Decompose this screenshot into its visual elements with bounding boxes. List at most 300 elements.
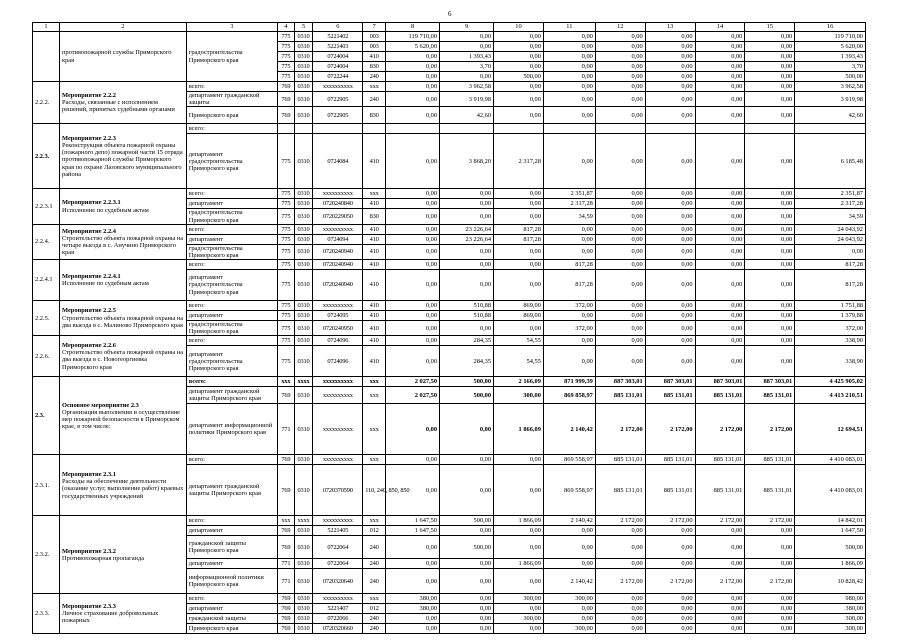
table-cell: 0,00 [543,614,595,624]
table-cell: 775 [278,311,295,321]
table-cell: 0,00 [645,42,695,52]
table-cell: 0,00 [695,614,745,624]
table-cell: 5 620,00 [386,42,440,52]
table-cell: 0310 [294,260,313,270]
table-cell: 23 226,64 [440,224,494,234]
table-cell: 2 172,00 [645,404,695,455]
table-cell: 0,00 [695,594,745,604]
table-cell: 885 131,01 [595,465,645,516]
table-cell: 0,00 [494,569,544,594]
table-cell: 0310 [294,72,313,82]
table-cell: 0310 [294,134,313,189]
table-cell: xxxxxxxxxx [313,224,363,234]
table-cell: 500,00 [440,387,494,404]
table-cell: 54,55 [494,336,544,346]
table-cell: xxx [363,404,386,455]
table-cell: 0,00 [645,244,695,259]
table-cell: 0,00 [745,526,795,536]
table-cell: 869 558,97 [543,455,595,465]
table-cell: 300,00 [494,387,544,404]
table-row [33,189,866,199]
table-cell: 410 [363,270,386,301]
item-number-cell: 2.2.2. [33,82,60,124]
table-cell: 0,00 [695,336,745,346]
table-cell: 2 172,00 [645,516,695,526]
table-cell: 240 [363,624,386,634]
table-cell: 0,00 [595,559,645,569]
table-cell: 0,00 [386,346,440,377]
table-cell: 34,59 [543,209,595,224]
table-cell: 0,00 [440,526,494,536]
table-cell: 0,00 [595,594,645,604]
table-cell: 0720240940 [313,270,363,301]
table-cell: xxx [363,387,386,404]
table-cell: 0,00 [695,62,745,72]
table-cell: 300,00 [494,594,544,604]
table-cell: 0,00 [745,614,795,624]
executor-cell: гражданской защиты [186,614,277,624]
executor-cell: Приморского края [186,107,277,124]
table-cell: 0,00 [386,404,440,455]
table-cell: 410 [363,134,386,189]
table-cell: 830 [363,62,386,72]
executor-cell: всего: [186,301,277,311]
table-cell: 0,00 [745,321,795,336]
column-header: 7 [363,23,386,32]
table-cell: 871 999,39 [543,377,595,387]
item-text: Исполнение по судебным актам [62,280,149,288]
table-cell: 775 [278,346,295,377]
table-cell: 0,00 [386,321,440,336]
table-cell: 0722905 [313,92,363,107]
column-header: 13 [645,23,695,32]
table-cell: 0,00 [543,234,595,244]
table-cell: xxxxxxxxxx [313,387,363,404]
table-cell: 0,00 [386,301,440,311]
table-cell: 0,00 [795,244,866,259]
executor-cell: градостроительства Приморского края [186,321,277,336]
column-header: 8 [386,23,440,32]
table-cell: 0,00 [745,92,795,107]
table-cell: 0,00 [440,604,494,614]
table-cell: 2 166,09 [494,377,544,387]
executor-cell: информационной политики Приморского края [186,569,277,594]
table-cell: 0,00 [645,604,695,614]
table-cell: 0,00 [595,92,645,107]
table-cell: 769 [278,624,295,634]
table-cell: 500,00 [795,72,866,82]
table-cell: 0,00 [695,321,745,336]
table-cell: 1 647,50 [795,526,866,536]
table-cell: 0,00 [386,82,440,92]
column-header: 5 [294,23,313,32]
executor-cell: всего: [186,336,277,346]
table-cell: 0,00 [494,82,544,92]
table-cell: 410 [363,234,386,244]
table-cell: 0,00 [386,336,440,346]
table-cell: 0724094 [313,234,363,244]
table-cell: 0,00 [494,62,544,72]
table-cell: 0,00 [595,614,645,624]
table-cell: 0,00 [695,32,745,42]
table-cell: 110, 240, 850, 850 [363,465,386,516]
table-cell: 0,00 [543,526,595,536]
table-cell: 1 393,43 [440,52,494,62]
table-cell: 0,00 [695,199,745,209]
table-cell: 0,00 [645,321,695,336]
table-cell: 0,00 [745,301,795,311]
table-cell: 0720240940 [313,260,363,270]
table-cell: 0,00 [440,209,494,224]
table-row [33,516,866,526]
table-cell: 0,00 [695,234,745,244]
table-cell: 338,90 [795,346,866,377]
table-cell: 0,00 [543,32,595,42]
table-cell: 869 558,97 [543,465,595,516]
table-cell: 14 842,01 [795,516,866,526]
executor-cell: департамент градостроительства Приморского края [186,270,277,301]
executor-cell: департамент информационной политики Приморского края [186,404,277,455]
column-header: 4 [278,23,295,32]
table-cell: 0,00 [745,189,795,199]
table-cell: 980,00 [795,594,866,604]
executor-cell: Приморского края [186,624,277,634]
table-cell: 0310 [294,321,313,336]
table-cell: 0,00 [543,52,595,62]
table-cell: 0,00 [695,346,745,377]
table-cell: 42,60 [440,107,494,124]
item-title: Мероприятие 2.2.3.1 [62,199,121,207]
table-cell: 869,00 [494,301,544,311]
table-cell [795,124,866,134]
table-cell: 0,00 [386,244,440,259]
table-cell: 0720320660 [313,624,363,634]
table-cell: 0,00 [645,189,695,199]
table-cell: 23 226,64 [440,234,494,244]
table-cell: 817,28 [795,270,866,301]
table-cell: 0,00 [645,346,695,377]
table-cell: 500,00 [795,536,866,559]
table-cell: 0310 [294,92,313,107]
table-cell: 0,00 [645,336,695,346]
table-cell: 24 043,92 [795,224,866,234]
table-cell: 500,00 [440,516,494,526]
table-cell: 0,00 [745,594,795,604]
table-cell: 1 751,88 [795,301,866,311]
item-description [60,455,187,516]
table-cell: 2 172,00 [695,516,745,526]
table-cell: 0,00 [745,134,795,189]
table-cell: 3 919,98 [795,92,866,107]
table-cell: xxxxxxxxxx [313,189,363,199]
table-cell: 775 [278,52,295,62]
table-cell: 0,00 [745,42,795,52]
table-cell: 769 [278,92,295,107]
executor-cell: всего: [186,124,277,134]
table-cell: 0,00 [386,234,440,244]
table-cell: 240 [363,614,386,624]
table-cell: xxxxxxxxxx [313,377,363,387]
table-cell: 0,00 [745,336,795,346]
table-cell: 775 [278,42,295,52]
table-cell: 24 043,92 [795,234,866,244]
table-cell: 1 379,88 [795,311,866,321]
table-cell: 300,00 [494,614,544,624]
table-cell: 4 410 083,01 [795,455,866,465]
table-cell: 0,00 [386,465,440,516]
table-row [33,455,866,465]
table-cell: 0,00 [440,42,494,52]
item-text: Строительство объекта пожарной охраны на четыре выезда в с. Анучино Приморского края [62,234,184,257]
column-header: 1 [33,23,60,32]
table-row [33,260,866,270]
table-cell: 5221402 [313,32,363,42]
table-cell: 0,00 [745,604,795,614]
table-cell: 0,00 [595,234,645,244]
header-row [33,23,866,32]
page-number: 6 [448,10,452,18]
table-cell: 0,00 [595,346,645,377]
table-cell: 0,00 [543,536,595,559]
table-cell: 0310 [294,624,313,634]
table-cell: 0,00 [494,321,544,336]
table-cell: 0,00 [645,260,695,270]
table-cell: 4 413 210,51 [795,387,866,404]
table-cell: 771 [278,569,295,594]
table-cell: 0310 [294,559,313,569]
table-cell: 0,00 [543,604,595,614]
column-header: 16 [795,23,866,32]
table-cell: 769 [278,387,295,404]
table-cell: 3 868,20 [440,134,494,189]
item-title: Мероприятие 2.2.2 [62,91,116,99]
table-cell [595,124,645,134]
column-header: 11 [543,23,595,32]
table-cell: 0,00 [695,209,745,224]
table-cell: 0,00 [543,62,595,72]
table-row [33,301,866,311]
table-cell [494,124,544,134]
table-cell: 6 185,48 [795,134,866,189]
table-cell: 830 [363,209,386,224]
table-cell: 0,00 [645,234,695,244]
table-cell: 885 131,01 [645,455,695,465]
table-cell: 0,00 [494,52,544,62]
table-cell: 0310 [294,387,313,404]
table-cell: 0310 [294,536,313,559]
table-cell: 0310 [294,594,313,604]
table-cell: 885 131,01 [695,387,745,404]
table-cell: 775 [278,72,295,82]
table-row [33,82,866,92]
table-cell: 0,00 [695,559,745,569]
table-cell: 0,00 [543,346,595,377]
table-cell: 0,00 [494,536,544,559]
table-cell: 771 [278,559,295,569]
table-cell: xxxx [294,516,313,526]
item-number-cell: 2.2.4.1 [33,260,60,301]
table-cell: 1 393,43 [795,52,866,62]
item-number-cell: 2.2.3.1 [33,189,60,224]
table-cell: 0310 [294,346,313,377]
table-cell: 1 866,09 [494,559,544,569]
table-cell: 0,00 [645,536,695,559]
table-cell: 769 [278,465,295,516]
item-text: Исполнение по судебным актам [62,206,149,214]
table-cell: 0,00 [645,92,695,107]
table-cell: 769 [278,536,295,559]
table-cell: 0,00 [695,134,745,189]
item-title: Мероприятие 2.3.1 [62,471,116,479]
executor-cell: всего: [186,516,277,526]
table-cell: 0,00 [695,260,745,270]
table-cell: 0,00 [494,92,544,107]
table-cell: 300,00 [543,624,595,634]
executor-cell: департамент [186,234,277,244]
table-cell: 0,00 [386,536,440,559]
table-cell: 3 962,58 [795,82,866,92]
table-cell: 0310 [294,614,313,624]
table-cell: 0,00 [494,209,544,224]
table-cell: 0,00 [645,199,695,209]
table-cell: 284,35 [440,336,494,346]
table-cell: 0,00 [745,199,795,209]
table-cell: 410 [363,52,386,62]
column-header: 3 [186,23,277,32]
table-cell: 0,00 [695,72,745,82]
table-cell: 0,00 [745,624,795,634]
table-cell: 34,59 [795,209,866,224]
table-cell: 0,00 [386,107,440,124]
table-cell: 769 [278,604,295,614]
table-cell: 54,55 [494,346,544,377]
table-cell: 0,00 [595,189,645,199]
table-cell: 0,00 [543,92,595,107]
table-cell: 0,00 [695,107,745,124]
column-header: 12 [595,23,645,32]
table-cell: 2 172,00 [595,404,645,455]
table-cell: 775 [278,32,295,42]
table-cell: 0310 [294,224,313,234]
table-cell: 0,00 [745,72,795,82]
table-cell: 0,00 [386,455,440,465]
table-cell: 3,70 [795,62,866,72]
table-cell: 0,00 [745,260,795,270]
table-cell: 0720229050 [313,209,363,224]
table-cell: 0,00 [386,614,440,624]
table-cell: 0,00 [386,224,440,234]
table-cell: 500,00 [494,72,544,82]
table-cell: 0,00 [745,346,795,377]
table-cell: xxx [363,189,386,199]
table-cell: 0,00 [386,72,440,82]
item-number-cell: 2.3.3. [33,594,60,634]
table-cell: 0,00 [543,336,595,346]
table-cell: 769 [278,82,295,92]
table-cell [645,124,695,134]
table-cell: 119 710,00 [795,32,866,42]
table-cell: 410 [363,260,386,270]
table-cell: 0310 [294,234,313,244]
table-cell [386,124,440,134]
table-cell: 0,00 [645,624,695,634]
table-cell: 240 [363,569,386,594]
table-cell: 0310 [294,569,313,594]
table-cell: 0,00 [386,209,440,224]
table-cell: 2 172,00 [745,404,795,455]
table-cell: 2 140,42 [543,404,595,455]
table-cell: 775 [278,199,295,209]
table-cell: xxx [363,455,386,465]
table-cell: 769 [278,614,295,624]
table-cell: 2 172,00 [745,516,795,526]
table-cell: 0722905 [313,107,363,124]
table-cell: 775 [278,260,295,270]
table-cell: xxxxxxxxxx [313,516,363,526]
table-cell: 775 [278,62,295,72]
table-cell: 0,00 [595,624,645,634]
table-cell: 0,00 [386,311,440,321]
table-cell: 0,00 [695,301,745,311]
table-cell: 2 172,00 [595,569,645,594]
table-cell: 1 866,09 [494,516,544,526]
table-cell: 0,00 [494,526,544,536]
table-cell: 0,00 [595,134,645,189]
table-cell: 0722064 [313,559,363,569]
item-text: Строительство объекта пожарной охраны на два выезда в с. Новогеоргиевка Приморского края [62,349,184,371]
table-cell: 0,00 [595,536,645,559]
executor-cell: градостроительства Приморского края [186,244,277,259]
table-cell: 0,00 [440,244,494,259]
executor-cell: департамент гражданской защиты [186,92,277,107]
item-title: Мероприятие 2.2.5 [62,307,116,315]
table-cell: 0310 [294,107,313,124]
item-number-cell: 2.2.5. [33,301,60,336]
table-cell: 775 [278,134,295,189]
table-cell: 0,00 [386,92,440,107]
table-cell: 0,00 [494,260,544,270]
table-cell: 0,00 [440,624,494,634]
item-number-cell: 2.3.2. [33,516,60,594]
table-cell: 0,00 [595,32,645,42]
table-cell: 0310 [294,244,313,259]
table-cell: 0,00 [645,107,695,124]
table-cell: 380,00 [795,604,866,614]
table-cell: 0,00 [543,42,595,52]
table-cell: 0,00 [695,604,745,614]
table-cell: 0,00 [440,32,494,42]
table-cell: 0,00 [494,199,544,209]
item-description [60,260,187,301]
item-title: Мероприятие 2.3.2 [62,547,116,555]
table-cell: 5 620,00 [795,42,866,52]
table-cell: 885 131,01 [695,455,745,465]
table-cell: 0,00 [595,336,645,346]
table-cell: 0,00 [645,134,695,189]
table-cell: 410 [363,301,386,311]
table-cell: 0720240940 [313,244,363,259]
table-cell: 0,00 [695,189,745,199]
table-cell: 0724096 [313,336,363,346]
table-cell: 885 131,01 [645,387,695,404]
table-cell: 0722244 [313,72,363,82]
table-cell: 775 [278,244,295,259]
item-number-cell: 2.3. [33,377,60,455]
item-text: Строительство объекта пожарной охраны на два выезда в с. Малиново Приморского края [62,314,184,329]
table-cell: 0,00 [595,224,645,234]
table-cell: 0,00 [386,569,440,594]
executor-cell: департамент [186,199,277,209]
